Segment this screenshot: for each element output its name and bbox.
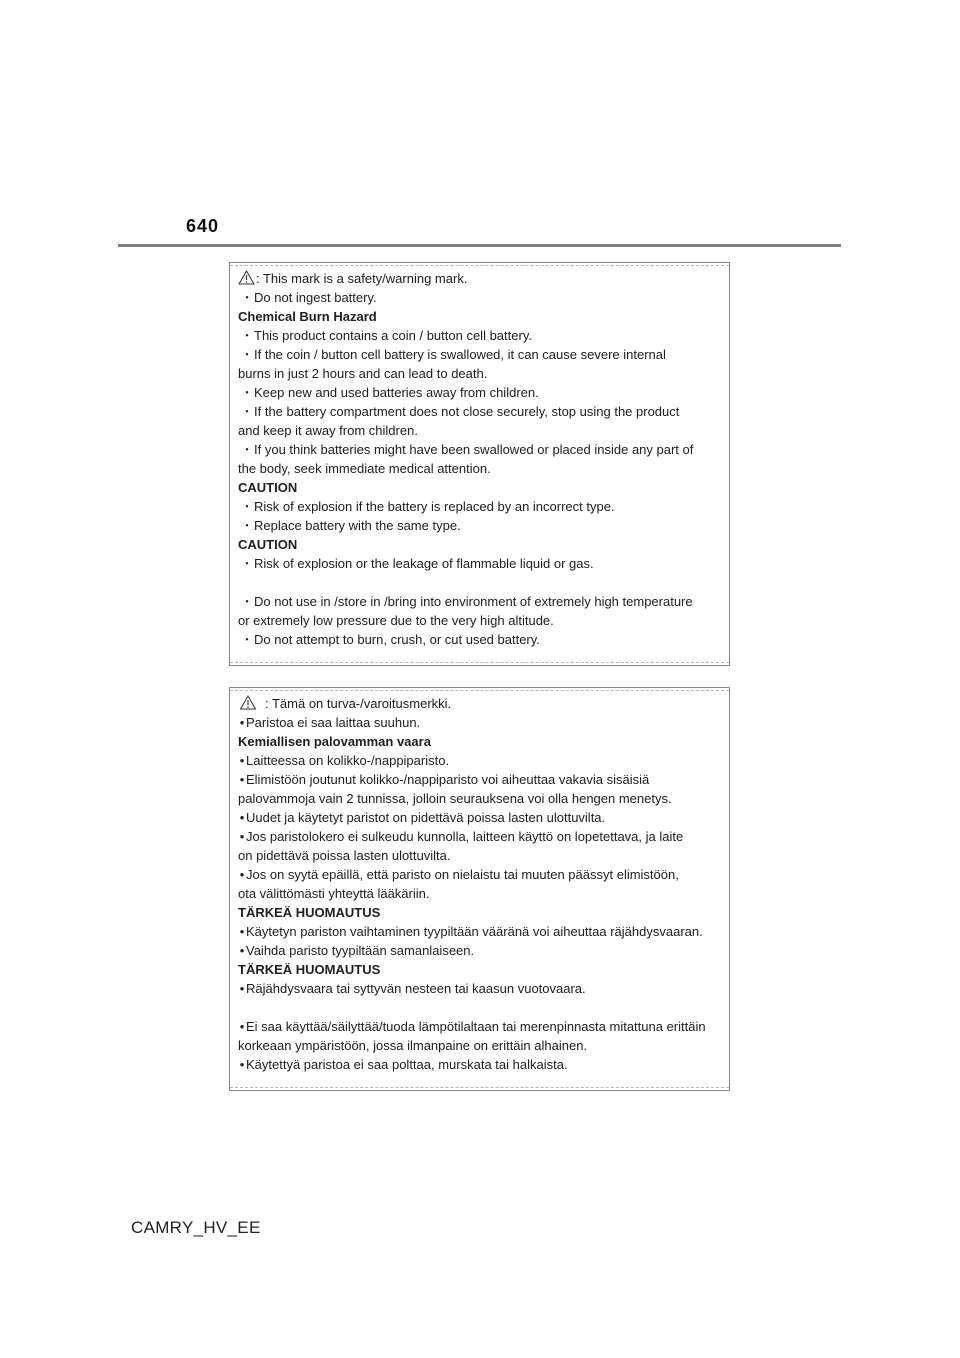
bullet-item [238,770,721,789]
blank-line [238,573,721,592]
item-text: Paristoa ei saa laittaa suuhun. [246,715,421,730]
bullet-item [238,827,721,846]
bullet-icon: ・ [240,442,254,457]
bullet-item [238,592,721,611]
bullet-item [238,1055,721,1074]
continuation-text: and keep it away from children. [238,423,418,438]
section-heading: CAUTION [238,480,298,495]
bullet-icon: • [239,829,245,844]
bullet-item [238,326,721,345]
bullet-item [238,345,721,364]
continuation-text: burns in just 2 hours and can lead to death. [238,366,488,381]
bullet-icon: ・ [240,556,254,571]
bullet-icon: ・ [240,290,254,305]
item-text: Käytettyä paristoa ei saa polttaa, murskata tai halkaista. [246,1057,568,1072]
bullet-item [238,402,721,421]
warning-triangle-icon [238,270,255,290]
bullet-item [238,922,721,941]
continuation-text: palovammoja vain 2 tunnissa, jolloin seurauksena voi olla hengen menetys. [238,791,672,806]
page-number: 640 [186,216,220,236]
section-heading: Kemiallisen palovamman vaara [238,734,431,749]
bullet-item [238,383,721,402]
bullet-icon: ・ [240,347,254,362]
bullet-icon: • [239,715,245,730]
bullet-icon: • [239,943,245,958]
item-text: Ei saa käyttää/säilyttää/tuoda lämpötilaltaan tai merenpinnasta mitattuna erittäin [246,1019,706,1034]
item-text: Jos paristolokero ei sulkeudu kunnolla, laitteen käyttö on lopetettava, ja laite [246,829,684,844]
item-text: Risk of explosion or the leakage of flammable liquid or gas. [254,556,594,571]
bullet-icon: ・ [240,594,254,609]
item-text: If the coin / button cell battery is swallowed, it can cause severe internal [254,347,666,362]
bullet-item [238,941,721,960]
bullet-icon: ・ [240,518,254,533]
bullet-item [238,288,721,307]
item-text: Elimistöön joutunut kolikko-/nappiparisto voi aiheuttaa vakavia sisäisiä [246,772,650,787]
item-text: Käytetyn pariston vaihtaminen tyypiltään vääränä voi aiheuttaa räjähdysvaaran. [246,924,703,939]
item-text: Räjähdysvaara tai syttyvän nesteen tai kaasun vuotovaara. [246,981,586,996]
document-code-footer: CAMRY_HV_EE [131,1218,261,1237]
item-text: Uudet ja käytetyt paristot on pidettävä poissa lasten ulottuvilta. [246,810,606,825]
item-text: If the battery compartment does not close securely, stop using the product [254,404,680,419]
item-text: Replace battery with the same type. [254,518,461,533]
item-text: Do not attempt to burn, crush, or cut used battery. [254,632,540,647]
warning-triangle-icon [238,695,264,715]
item-text: Laitteessa on kolikko-/nappiparisto. [246,753,450,768]
continuation-text: the body, seek immediate medical attention. [238,461,491,476]
bullet-icon: • [239,1019,245,1034]
bullet-icon: • [239,867,245,882]
bullet-icon: • [239,753,245,768]
battery-warning-label-finnish [229,687,730,1091]
bullet-icon: • [239,1057,245,1072]
warning-mark-text: : Tämä on turva-/varoitusmerkki. [265,696,452,711]
section-heading: TÄRKEÄ HUOMAUTUS [238,962,381,977]
bullet-item [238,751,721,770]
bullet-icon: • [239,924,245,939]
warning-mark-line [238,269,721,288]
continuation-text: ota välittömästi yhteyttä lääkäriin. [238,886,430,901]
item-text: This product contains a coin / button cell battery. [254,328,532,343]
item-text: If you think batteries might have been swallowed or placed inside any part of [254,442,694,457]
section-heading: TÄRKEÄ HUOMAUTUS [238,905,381,920]
item-text: Keep new and used batteries away from children. [254,385,539,400]
bullet-item [238,865,721,884]
bullet-icon: ・ [240,328,254,343]
item-text: Do not ingest battery. [254,290,377,305]
warning-mark-line [238,694,721,713]
bullet-item [238,440,721,459]
item-text: Vaihda paristo tyypiltään samanlaiseen. [246,943,475,958]
bullet-item [238,808,721,827]
bullet-item [238,630,721,649]
bullet-item [238,497,721,516]
continuation-text: korkeaan ympäristöön, jossa ilmanpaine on erittäin alhainen. [238,1038,588,1053]
bullet-icon: ・ [240,404,254,419]
blank-line [238,998,721,1017]
bullet-item [238,713,721,732]
bullet-icon: ・ [240,499,254,514]
item-text: Risk of explosion if the battery is replaced by an incorrect type. [254,499,615,514]
section-heading: CAUTION [238,537,298,552]
bullet-item [238,554,721,573]
bullet-icon: • [239,772,245,787]
bullet-icon: ・ [240,632,254,647]
item-text: Jos on syytä epäillä, että paristo on nielaistu tai muuten päässyt elimistöön, [246,867,679,882]
bullet-item [238,516,721,535]
warning-mark-text: : This mark is a safety/warning mark. [256,271,468,286]
continuation-text: or extremely low pressure due to the very high altitude. [238,613,554,628]
bullet-item [238,1017,721,1036]
item-text: Do not use in /store in /bring into environment of extremely high temperature [254,594,693,609]
bullet-icon: ・ [240,385,254,400]
section-heading: Chemical Burn Hazard [238,309,377,324]
bullet-icon: • [239,810,245,825]
bullet-icon: • [239,981,245,996]
battery-warning-label-english [229,262,730,666]
bullet-item [238,979,721,998]
header-divider [118,244,841,247]
continuation-text: on pidettävä poissa lasten ulottuvilta. [238,848,451,863]
